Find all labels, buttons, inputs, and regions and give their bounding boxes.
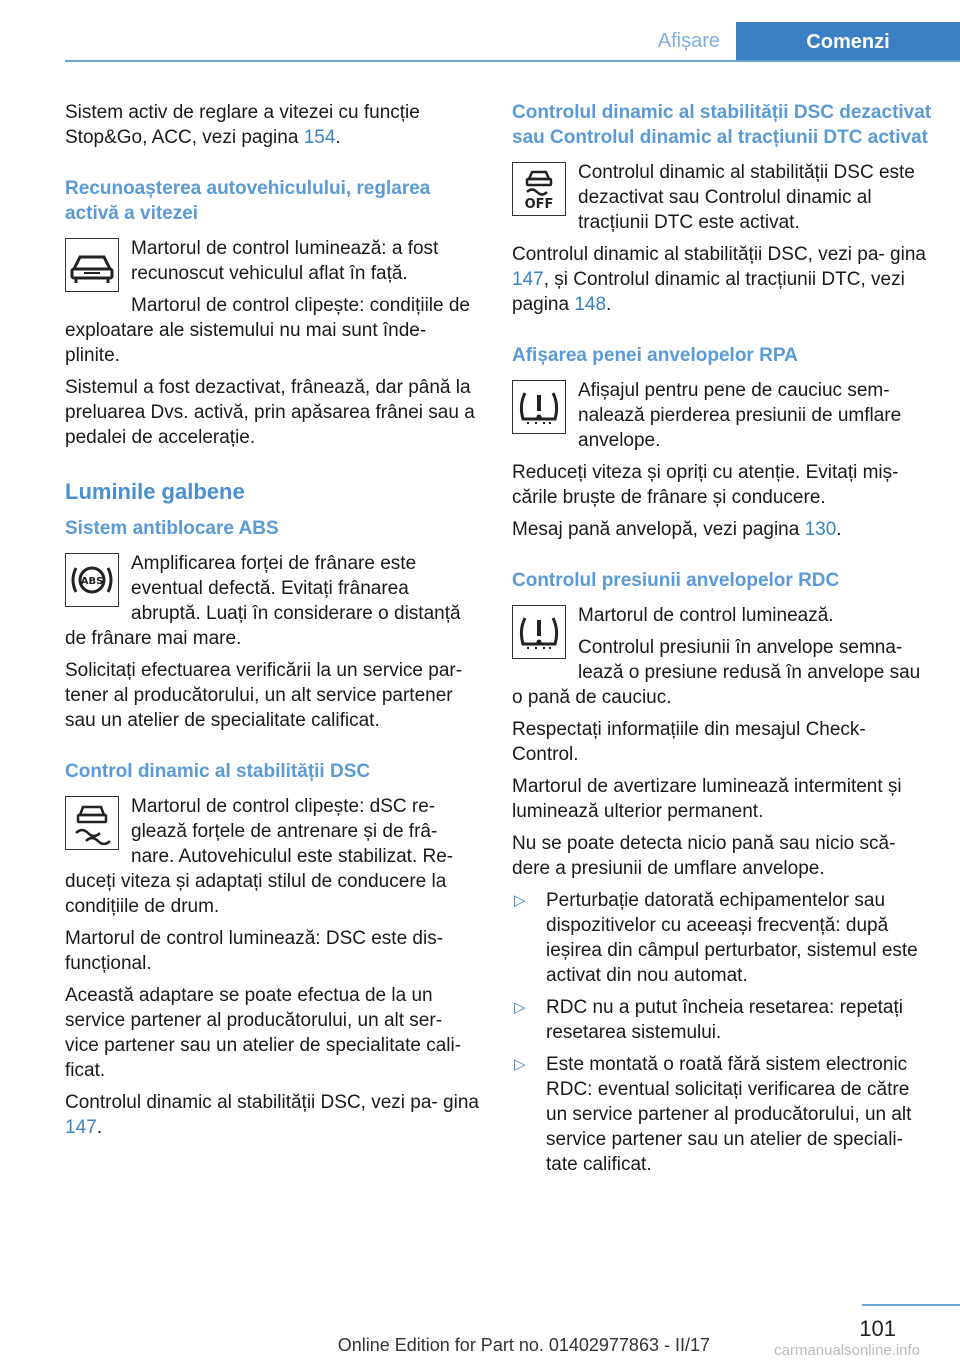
list-item: ▷ Este montată o roată fără sistem electronic RDC: eventual solicitați verificarea de către un service partener al producătorului, un alt service partener sau un atelier de speciali- tate calificat. (514, 1054, 912, 1175)
triangle-bullet-icon: ▷ (514, 1056, 526, 1073)
list-item: ▷ Perturbație datorată echipamentelor sau dispozitivelor cu aceeași frecvență: după ieșirea din câmpul perturbator, sistemul este activat din nou automat. (514, 890, 918, 986)
right-column (512, 100, 932, 1184)
list-item: ▷ RDC nu a putut încheia resetarea: repetați resetarea sistemului. (514, 997, 903, 1043)
abs-block (65, 551, 480, 658)
heading-yellow-lights: Luminile galbene (65, 479, 245, 504)
dsc-off-icon (512, 162, 566, 216)
rdc-text-4: Martorul de avertizare luminează intermitent și luminează ulterior permanent. (512, 776, 902, 822)
page-link[interactable]: 130 (804, 519, 837, 540)
rpa-text-3: Mesaj pană anvelopă, vezi pagina 130. (512, 519, 842, 540)
heading-dsc: Control dinamic al stabilității DSC (65, 761, 371, 782)
rdc-block (512, 603, 932, 717)
svg-text:ABS: ABS (80, 576, 104, 587)
abs-text-2: Solicitați efectuarea verificării la un service par- tener al producătorului, un alt service partener sau un atelier de specialitate calificat. (65, 660, 463, 731)
page-number: 101 (859, 1316, 896, 1341)
vehicle-text-1: Martorul de control luminează: a fost recunoscut vehiculul aflat în față. (131, 238, 439, 284)
heading-rpa: Afișarea penei anvelopelor RPA (512, 345, 798, 366)
left-column (65, 100, 480, 1147)
page-link[interactable]: 154 (303, 127, 336, 148)
vehicle-block (65, 236, 480, 375)
heading-vehicle-recognition: Recunoașterea autovehiculului, reglarea activă a vitezei (65, 178, 431, 224)
footer-rule (862, 1304, 960, 1306)
rdc-text-2: Controlul presiunii în anvelope semna- lează o presiune redusă în anvelope sau o pană de cauciuc. (512, 637, 921, 708)
dsc-skid-icon (65, 796, 119, 850)
rdc-text-5: Nu se poate detecta nicio pană sau nicio scă- dere a presiunii de umflare anvelope. (512, 833, 896, 879)
heading-rdc: Controlul presiunii anvelopelor RDC (512, 570, 840, 591)
triangle-bullet-icon: ▷ (514, 892, 526, 909)
vehicle-text-2: Martorul de control clipește: condițiile de exploatare ale sistemului nu mai sunt înde- plinite. (65, 295, 471, 366)
dsc-text-4: Controlul dinamic al stabilității DSC, vezi pa- gina 147. (65, 1092, 479, 1138)
tab-controls[interactable]: Comenzi (736, 22, 960, 62)
abs-text-1: Amplificarea forței de frânare este eventual defectă. Evitați frânarea abruptă. Luați în considerare o distanță de frânare mai mare. (65, 553, 461, 649)
dsc-block (65, 794, 480, 926)
page-link[interactable]: 148 (574, 294, 607, 315)
rpa-block (512, 378, 932, 460)
acc-paragraph: Sistem activ de reglare a vitezei cu funcție Stop&Go, ACC, vezi pagina 154. (65, 102, 420, 148)
dsc-off-text-1: Controlul dinamic al stabilității DSC este dezactivat sau Controlul dinamic al tracțiunii DTC este activat. (578, 162, 915, 233)
abs-icon (65, 553, 119, 607)
rpa-text-2: Reduceți viteza și opriți cu atenție. Evitați miș- cările bruște de frânare și conducere. (512, 462, 899, 508)
heading-dsc-off: Controlul dinamic al stabilității DSC dezactivat sau Controlul dinamic al tracțiunii DTC activat (512, 102, 932, 148)
edition-footer: Online Edition for Part no. 01402977863 - II/17 (337, 1335, 710, 1355)
watermark: carmanualsonline.info (774, 1342, 920, 1359)
dsc-off-text-2: Controlul dinamic al stabilității DSC, vezi pa- gina 147, și Controlul dinamic al tracțiunii DTC, vezi pagina 148. (512, 244, 926, 315)
rpa-text-1: Afișajul pentru pene de cauciuc sem- nalează pierderea presiunii de umflare anvelope. (578, 380, 902, 451)
tire-warning-icon (512, 380, 566, 434)
tab-display[interactable]: Afișare (657, 30, 720, 52)
dsc-text-3: Această adaptare se poate efectua de la un service partener al producătorului, un alt ser- vice partener sau un atelier de specialitate cali- ficat. (65, 985, 462, 1081)
heading-abs: Sistem antiblocare ABS (65, 518, 279, 539)
page-link[interactable]: 147 (65, 1117, 97, 1138)
rdc-text-1: Martorul de control luminează. (578, 605, 834, 626)
rdc-text-3: Respectați informațiile din mesajul Check- Control. (512, 719, 866, 765)
car-front-icon (65, 238, 119, 292)
svg-text:OFF: OFF (524, 197, 554, 211)
triangle-bullet-icon: ▷ (514, 999, 526, 1016)
dsc-text-1: Martorul de control clipește: dSC re- glează forțele de antrenare și de frâ- nare. Autovehiculul este stabilizat. Re- duceți viteza și adaptați stilul de conducere la condițiile de drum. (65, 796, 454, 917)
page-link[interactable]: 147 (512, 269, 544, 290)
tire-warning-icon (512, 605, 566, 659)
vehicle-text-3: Sistemul a fost dezactivat, frânează, dar până la preluarea Dvs. activă, prin apăsarea frânei sau a pedalei de accelerație. (65, 377, 475, 448)
dsc-off-block (512, 160, 932, 242)
dsc-text-2: Martorul de control luminează: DSC este dis- funcțional. (65, 928, 444, 974)
header-rule (65, 60, 960, 62)
rdc-bullet-list (512, 888, 932, 1177)
page-header (0, 0, 960, 62)
